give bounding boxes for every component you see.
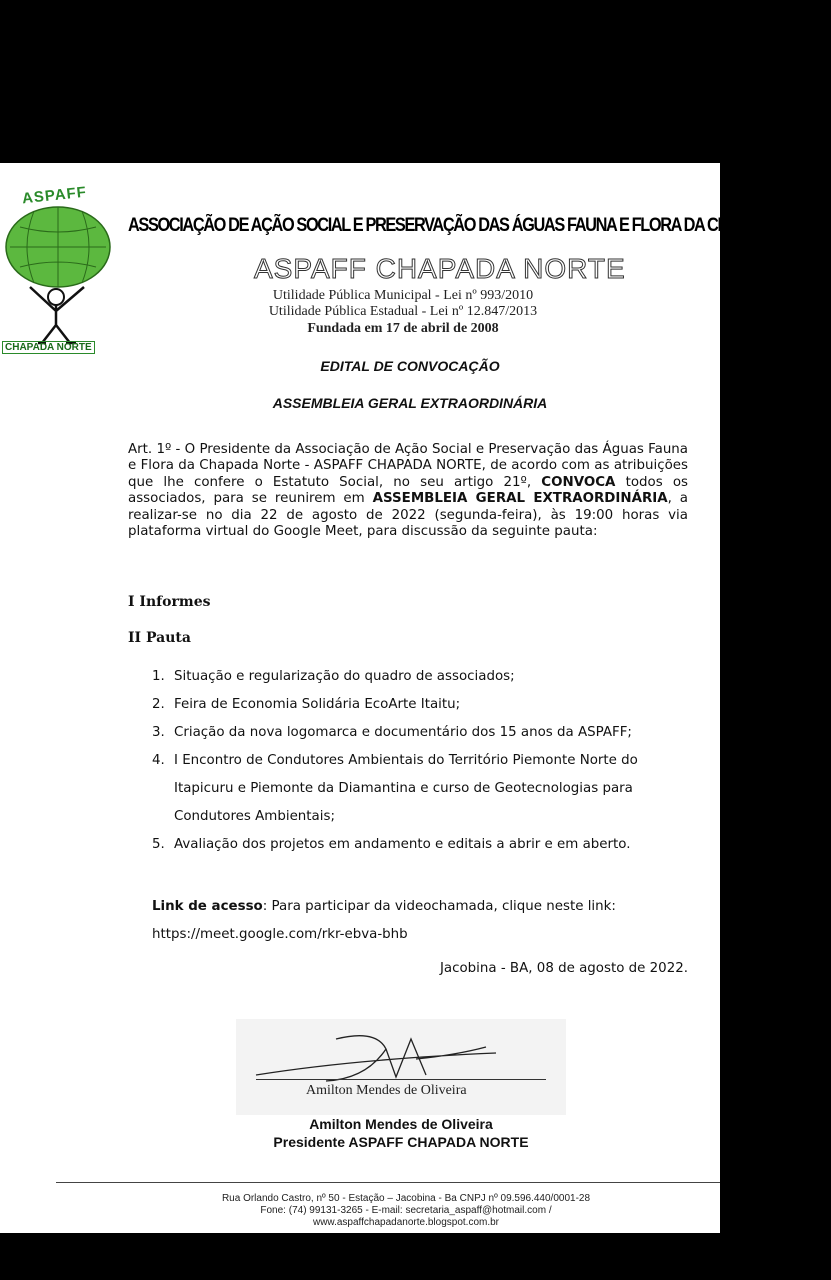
agenda-text: Feira de Economia Solidária EcoArte Itaitu; bbox=[174, 697, 461, 712]
document-date: Jacobina - BA, 08 de agosto de 2022. bbox=[439, 961, 688, 976]
lei-estadual: Utilidade Pública Estadual - Lei nº 12.847/2013 bbox=[268, 304, 538, 319]
paragraph-part-1: Art. 1º - O Presidente da Associação de Ação Social e Preservação das Águas Fauna e Flora da Chapada Norte - ASPAFF CHAPADA NORTE, de acordo com as atribuições que lhe confere o Estatuto Social, no seu artigo 21º, bbox=[128, 442, 688, 490]
agenda-number: 1. bbox=[152, 669, 165, 684]
list-item bbox=[152, 831, 692, 859]
convoca-bold: CONVOCA bbox=[541, 474, 616, 490]
list-item bbox=[152, 691, 692, 719]
footer-website: www.aspaffchapadanorte.blogspot.com.br bbox=[312, 1217, 500, 1228]
footer-contact: Fone: (74) 99131-3265 - E-mail: secretaria_aspaff@hotmail.com / bbox=[260, 1205, 552, 1216]
agenda-text: Avaliação dos projetos em andamento e editais a abrir e em aberto. bbox=[174, 837, 631, 852]
signer-role: Presidente ASPAFF CHAPADA NORTE bbox=[273, 1134, 529, 1150]
section-pauta: II Pauta bbox=[128, 630, 191, 646]
logo-bottom-text: CHAPADA NORTE bbox=[2, 341, 95, 354]
fundada-date: Fundada em 17 de abril de 2008 bbox=[307, 321, 499, 336]
list-item bbox=[152, 747, 692, 831]
footer-divider bbox=[56, 1182, 720, 1183]
org-full-name: ASSOCIAÇÃO DE AÇÃO SOCIAL E PRESERVAÇÃO DAS ÁGUAS FAUNA E FLORA DA CHAPADA NORTE bbox=[128, 215, 831, 236]
list-item bbox=[152, 663, 692, 691]
signature-printed-name: Amilton Mendes de Oliveira bbox=[306, 1083, 467, 1098]
org-short-name: ASPAFF CHAPADA NORTE bbox=[254, 253, 626, 284]
lei-municipal: Utilidade Pública Municipal - Lei nº 993/2010 bbox=[272, 288, 534, 303]
access-link-block bbox=[152, 893, 692, 949]
document-page bbox=[0, 163, 831, 1233]
paragraph-part-2: todos os associados, para se reunirem em bbox=[128, 474, 689, 507]
edital-title: EDITAL DE CONVOCAÇÃO bbox=[320, 358, 500, 374]
agenda-text: I Encontro de Condutores Ambientais do Território Piemonte Norte do Itapicuru e Piemonte da Diamantina e curso de Geotecnologias para Condutores Ambientais; bbox=[174, 753, 638, 824]
agenda-number: 4. bbox=[152, 753, 165, 768]
footer-address: Rua Orlando Castro, nº 50 - Estação – Jacobina - Ba CNPJ nº 09.596.440/0001-28 bbox=[221, 1193, 591, 1204]
convocation-paragraph bbox=[128, 442, 688, 540]
agenda-text: Situação e regularização do quadro de associados; bbox=[174, 669, 515, 684]
assembleia-bold: ASSEMBLEIA GERAL EXTRAORDINÁRIA bbox=[372, 491, 668, 507]
agenda-list bbox=[152, 663, 692, 859]
signature-scribble-icon bbox=[236, 1019, 566, 1115]
section-informes: I Informes bbox=[128, 594, 211, 610]
assembleia-title: ASSEMBLEIA GERAL EXTRAORDINÁRIA bbox=[272, 395, 548, 411]
meet-link[interactable]: https://meet.google.com/rkr-ebva-bhb bbox=[152, 927, 408, 942]
link-label: Link de acesso bbox=[152, 899, 263, 914]
signature-image bbox=[236, 1019, 566, 1115]
logo-top-text: ASPAFF bbox=[21, 183, 88, 208]
list-item bbox=[152, 719, 692, 747]
paragraph-part-3: , a realizar-se no dia 22 de agosto de 2022 (segunda-feira), às 19:00 horas via plataforma virtual do Google Meet, para discussão da seguinte pauta: bbox=[128, 491, 689, 540]
link-description: : Para participar da videochamada, clique neste link: bbox=[262, 899, 616, 914]
signature-line bbox=[256, 1079, 546, 1080]
agenda-text: Criação da nova logomarca e documentário dos 15 anos da ASPAFF; bbox=[174, 725, 632, 740]
agenda-number: 3. bbox=[152, 725, 165, 740]
agenda-number: 2. bbox=[152, 697, 165, 712]
signer-name: Amilton Mendes de Oliveira bbox=[309, 1116, 493, 1132]
agenda-number: 5. bbox=[152, 837, 165, 852]
